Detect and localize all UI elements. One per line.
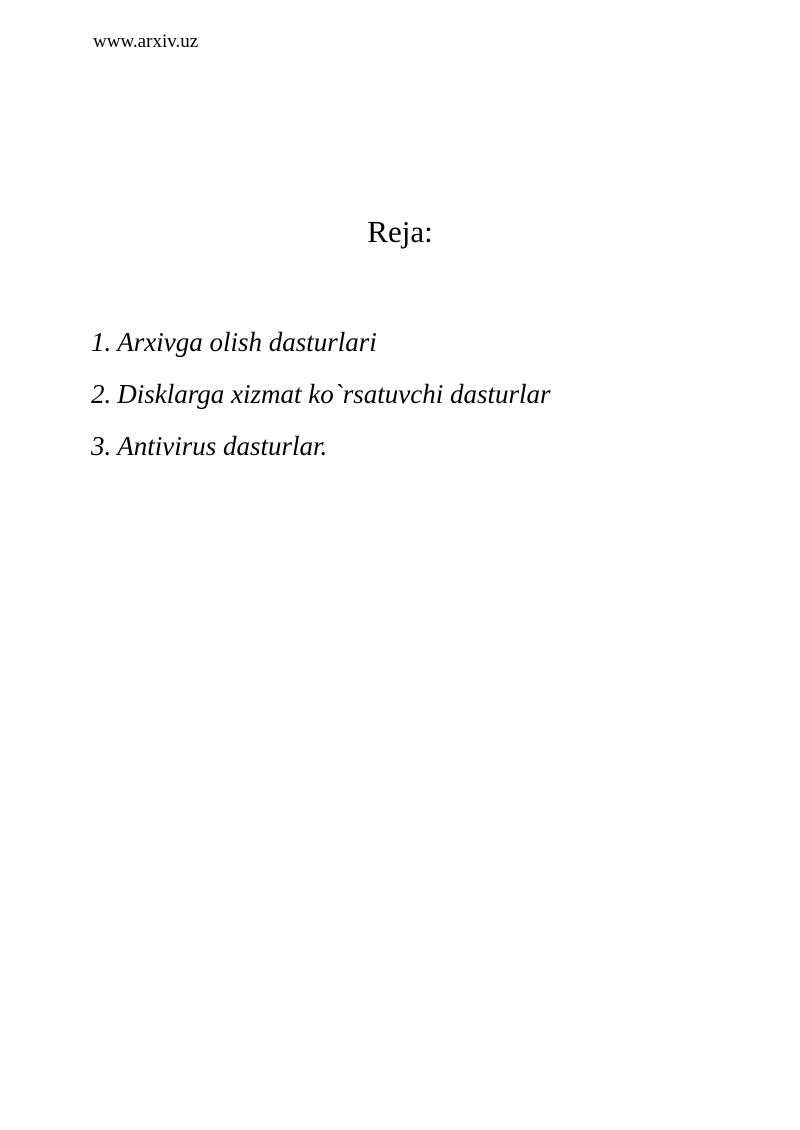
list-item-number: 1. [91,327,112,357]
list-item-text: Antivirus dasturlar. [117,431,328,461]
plan-list [91,316,550,472]
header-url: www.arxiv.uz [93,31,199,52]
list-item-number: 3. [91,431,112,461]
list-item-text: Arxivga olish dasturlari [117,327,377,357]
list-item [91,316,550,368]
list-item-number: 2. [91,379,112,409]
list-item [91,368,550,420]
list-item-text: Disklarga xizmat ko`rsatuvchi dasturlar [117,379,551,409]
list-item [91,420,550,472]
page-title: Reja: [367,214,433,249]
